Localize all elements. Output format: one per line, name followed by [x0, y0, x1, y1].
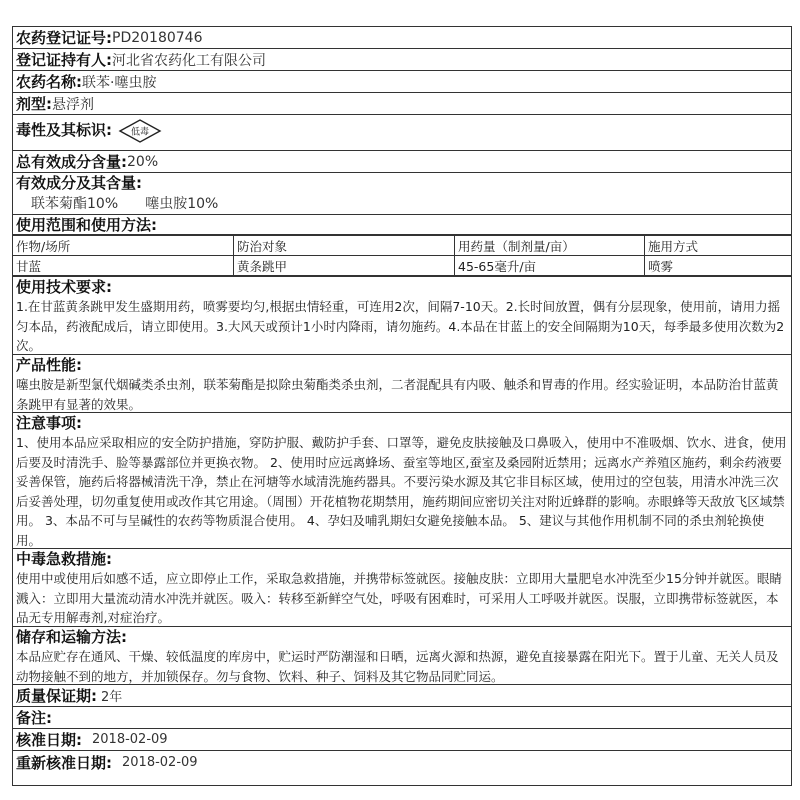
name-value: 联苯·噻虫胺: [82, 74, 157, 91]
reg-no-row: [13, 27, 791, 49]
approve-date-label: 核准日期:: [16, 731, 82, 749]
formulation-value: 悬浮剂: [52, 96, 94, 113]
reg-no-label: 农药登记证号:: [16, 29, 112, 47]
low-toxicity-badge-icon: [118, 119, 162, 147]
toxicity-label: 毒性及其标识:: [16, 121, 112, 139]
performance-label: 产品性能:: [16, 356, 82, 374]
ingredient-item-1: 联苯菊酯10%: [31, 196, 119, 212]
holder-value: 河北省农药化工有限公司: [112, 52, 266, 69]
usage-block: [13, 215, 791, 277]
tech-block: [13, 277, 791, 355]
storage-text: 本品应贮存在通风、干燥、较低温度的库房中，贮运时严防潮湿和日晒，远离火源和热源，避免直接暴露在阳光下。置于儿童、无关人员及动物接触不到的地方，并加锁保存。勿与食物、饮料、种子、饲料及其它物品同贮同运。: [16, 649, 779, 684]
usage-label: 使用范围和使用方法:: [13, 215, 791, 235]
remarks-row: [13, 707, 791, 729]
notes-block: [13, 413, 791, 549]
formulation-row: [13, 93, 791, 115]
name-label: 农药名称:: [16, 73, 82, 91]
holder-row: [13, 49, 791, 71]
table-row: [13, 256, 791, 276]
approve-date-value: 2018-02-09: [92, 732, 168, 747]
formulation-label: 剂型:: [16, 95, 52, 113]
reapprove-date-label: 重新核准日期:: [16, 753, 112, 772]
approve-date-row: [13, 729, 791, 751]
usage-table: [13, 235, 791, 276]
ingredients-list: [13, 193, 791, 213]
shelf-life-row: [13, 685, 791, 707]
holder-label: 登记证持有人:: [16, 51, 112, 69]
first-aid-text: 使用中或使用后如感不适，应立即停止工作，采取急救措施，并携带标签就医。接触皮肤：立即用大量肥皂水冲洗至少15分钟并就医。眼睛溅入：立即用大量流动清水冲洗并就医。吸入：转移至新鲜空气处，呼吸有困难时，可采用人工呼吸并就医。误服，立即携带标签就医，本品无专用解毒剂,对症治疗。: [16, 571, 782, 625]
usage-table-header: [13, 236, 791, 256]
usage-header-crop: 作物/场所: [13, 236, 234, 256]
reapprove-date-value: 2018-02-09: [122, 754, 198, 770]
notes-text: 1、使用本品应采取相应的安全防护措施，穿防护服、戴防护手套、口罩等，避免皮肤接触及口鼻吸入，使用中不准吸烟、饮水、进食，使用后要及时清洗手、脸等暴露部位并更换衣物。 2、使用时应远离蜂场、蚕室等地区,蚕室及桑园附近禁用；远离水产养殖区施药，剩余药液要妥善保管，施药后将器械清洗干净，禁止在河塘等水域清洗施药器具。不要污染水源及其它非目标区域，使用过的空包装，用清水冲洗三次后妥善处理，切勿重复使用或改作其它用途。（周围）开花植物花期禁用，施药期间应密切关注对附近蜂群的影响。赤眼蜂等天敌放飞区域禁用。 3、本品不可与呈碱性的农药等物质混合使用。 4、孕妇及哺乳期妇女避免接触本品。 5、建议与其他作用机制不同的杀虫剂轮换使用。: [16, 435, 787, 548]
usage-cell-crop: 甘蓝: [13, 256, 234, 276]
reapprove-date-row: [13, 751, 791, 773]
tech-text: 1.在甘蓝黄条跳甲发生盛期用药，喷雾要均匀,根据虫情轻重，可连用2次，间隔7-10天。2.长时间放置，偶有分层现象，使用前，请用力摇匀本品，药液配成后，请立即使用。3.大风天或预计1小时内降雨，请勿施药。4.本品在甘蓝上的安全间隔期为10天，每季最多使用次数为2次。: [16, 299, 785, 353]
usage-cell-target: 黄条跳甲: [234, 256, 455, 276]
tech-label: 使用技术要求:: [16, 278, 112, 296]
usage-cell-dosage: 45-65毫升/亩: [455, 256, 645, 276]
usage-header-dosage: 用药量（制剂量/亩）: [455, 236, 645, 256]
usage-header-target: 防治对象: [234, 236, 455, 256]
ingredients-label: 有效成分及其含量:: [16, 174, 142, 192]
storage-block: [13, 627, 791, 685]
first-aid-label: 中毒急救措施:: [16, 550, 112, 568]
first-aid-block: [13, 549, 791, 627]
total-content-value: 20%: [127, 153, 159, 170]
total-content-row: [13, 151, 791, 173]
remarks-label: 备注:: [16, 709, 52, 727]
performance-text: 噻虫胺是新型氯代烟碱类杀虫剂，联苯菊酯是拟除虫菊酯类杀虫剂，二者混配具有内吸、触杀和胃毒的作用。经实验证明，本品防治甘蓝黄条跳甲有显著的效果。: [16, 377, 779, 412]
reg-no-value: PD20180746: [112, 29, 203, 46]
pesticide-registration-sheet: [12, 26, 792, 786]
svg-text:低毒: 低毒: [130, 127, 150, 138]
ingredient-item-2: 噻虫胺10%: [145, 196, 219, 212]
usage-cell-method: 喷雾: [645, 256, 792, 276]
shelf-life-label: 质量保证期:: [16, 687, 97, 705]
toxicity-row: [13, 115, 791, 151]
storage-label: 储存和运输方法:: [16, 628, 127, 646]
performance-block: [13, 355, 791, 413]
total-content-label: 总有效成分含量:: [16, 153, 127, 171]
usage-header-method: 施用方式: [645, 236, 792, 256]
shelf-life-value: 2年: [101, 690, 123, 705]
notes-label: 注意事项:: [16, 414, 82, 432]
name-row: [13, 71, 791, 93]
ingredients-block: [13, 173, 791, 215]
